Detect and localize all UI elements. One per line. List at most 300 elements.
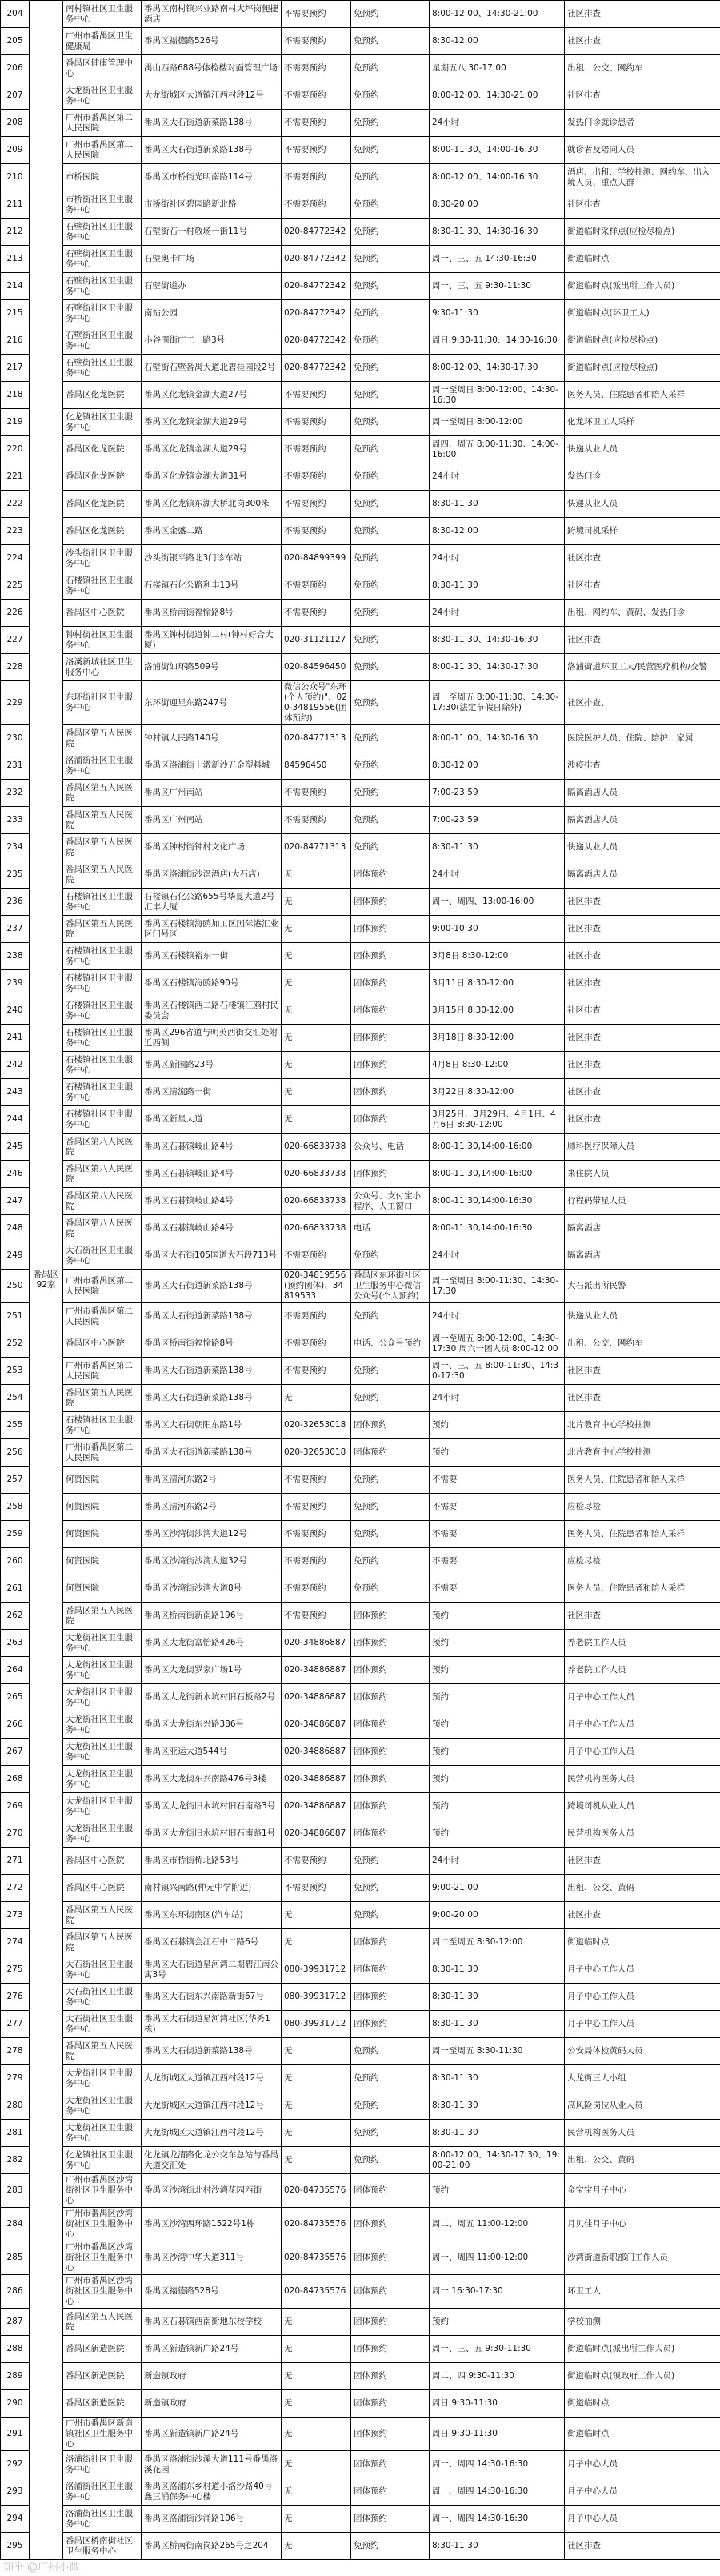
address-cell: 番禺区桥南街新南路196号	[142, 1603, 282, 1630]
target-group-cell: 大石派出所民警	[565, 1270, 720, 1303]
address-cell: 沙头街银平路北3门诊车站	[142, 545, 282, 572]
fee-cell: 团体预约	[351, 1739, 430, 1766]
target-group-cell: 社区排查	[565, 1, 720, 28]
address-cell: 番禺区清河东路2号	[142, 1467, 282, 1494]
row-number: 205	[1, 28, 30, 55]
org-cell: 石壁街社区卫生服务中心	[63, 300, 142, 327]
target-group-cell: 快递从业人员	[565, 491, 720, 518]
org-cell: 南村镇社区卫生服务中心	[63, 1, 142, 28]
address-cell: 番禺区石楼镇西二路石楼镇江鸥村民委员会	[142, 997, 282, 1025]
fee-cell: 团体预约	[351, 1684, 430, 1711]
hours-cell: 24小时	[430, 1303, 565, 1330]
fee-cell: 公众号、电话	[351, 1134, 430, 1161]
booking-cell: 020-84772342	[282, 219, 351, 246]
fee-cell: 团体预约	[351, 1984, 430, 2011]
booking-cell: 不需要预约	[282, 1603, 351, 1630]
target-group-cell: 社区排查	[565, 82, 720, 110]
hours-cell: 7:00-23:59	[430, 780, 565, 807]
org-cell: 石楼镇社区卫生服务中心	[63, 970, 142, 997]
address-cell: 番禺区大石街道星河湾二期碧江南公寓3号	[142, 1956, 282, 1984]
target-group-cell: 民营机构医务人员	[565, 2120, 720, 2147]
fee-cell: 免预约	[351, 1303, 430, 1330]
org-cell: 广州市番禺区沙湾街社区卫生服务中心	[63, 2275, 142, 2309]
fee-cell: 免预约	[351, 137, 430, 164]
target-group-cell: 医务人员、住院患者和陪人采样	[565, 382, 720, 409]
hours-cell: 8:00-12:00、14:30-21:00	[430, 82, 565, 110]
hours-cell: 8:30-11:30	[430, 2065, 565, 2092]
target-group-cell: 养老院工作人员	[565, 1657, 720, 1684]
row-number: 261	[1, 1575, 30, 1603]
target-group-cell: 应检尽检	[565, 1548, 720, 1575]
booking-cell: 不需要预约	[282, 1494, 351, 1521]
booking-cell: 不需要预约	[282, 463, 351, 491]
fee-cell: 免预约	[351, 1548, 430, 1575]
booking-cell: 无	[282, 889, 351, 916]
org-cell: 番禺区中心医院	[63, 1330, 142, 1358]
booking-cell: 020-34886887	[282, 1684, 351, 1711]
booking-cell: 不需要预约	[282, 1330, 351, 1358]
address-cell: 市桥街社区碧园路新北路	[142, 191, 282, 219]
booking-cell: 无	[282, 861, 351, 889]
row-number: 237	[1, 916, 30, 943]
hours-cell: 8:30-11:30	[430, 572, 565, 600]
address-cell: 番禺区新星大道	[142, 1106, 282, 1134]
target-group-cell: 街道临时点	[565, 1929, 720, 1956]
target-group-cell: 医务人员、住院患者和陪人采样	[565, 1575, 720, 1603]
booking-cell: 不需要预约	[282, 1358, 351, 1385]
row-number: 260	[1, 1548, 30, 1575]
row-number: 249	[1, 1242, 30, 1270]
row-number: 284	[1, 2208, 30, 2241]
table-row	[1, 2241, 720, 2275]
fee-cell: 团体预约	[351, 1766, 430, 1793]
booking-cell: 不需要预约	[282, 110, 351, 137]
fee-cell: 团体预约	[351, 2478, 430, 2506]
hours-cell: 预约	[430, 1657, 565, 1684]
table-row	[1, 2120, 720, 2147]
org-cell: 广州市番禺区新造镇社区卫生服务中心	[63, 2418, 142, 2451]
table-row	[1, 1025, 720, 1052]
address-cell: 番禺区化龙镇金湖大道29号	[142, 409, 282, 436]
booking-cell: 020-84735576	[282, 2174, 351, 2208]
hours-cell: 8:30-12:00	[430, 752, 565, 780]
fee-cell: 免预约	[351, 2038, 430, 2065]
fee-cell: 团体预约	[351, 2418, 430, 2451]
row-number: 207	[1, 82, 30, 110]
table-row	[1, 1984, 720, 2011]
fee-cell: 免预约	[351, 2120, 430, 2147]
address-cell: 南站公园	[142, 300, 282, 327]
address-cell: 番禺区大龙街东兴南路476号3楼	[142, 1766, 282, 1793]
table-row	[1, 2011, 720, 2038]
address-cell: 番禺区沙湾街北村沙湾花园西街	[142, 2174, 282, 2208]
address-cell: 番禺区大石街道新菜路138号	[142, 2038, 282, 2065]
fee-cell: 团体预约	[351, 1956, 430, 1984]
org-cell: 番禺区第五人民医院	[63, 2309, 142, 2336]
table-row	[1, 1603, 720, 1630]
table-row	[1, 627, 720, 654]
fee-cell: 免预约	[351, 491, 430, 518]
table-row	[1, 300, 720, 327]
target-group-cell: 街道临时点(派出所工作人员)	[565, 2336, 720, 2363]
org-cell: 洛溪新城社区卫生服务中心	[63, 654, 142, 681]
booking-cell: 不需要预约	[282, 572, 351, 600]
fee-cell: 免预约	[351, 164, 430, 191]
address-cell: 番禺区石碁镇会江石中二路6号	[142, 1929, 282, 1956]
target-group-cell: 社区排查	[565, 916, 720, 943]
fee-cell: 免预约	[351, 1, 430, 28]
booking-cell: 020-66833738	[282, 1215, 351, 1242]
booking-cell: 不需要预约	[282, 1875, 351, 1902]
org-cell: 大龙街社区卫生服务中心	[63, 2092, 142, 2120]
org-cell: 番禺区化龙医院	[63, 463, 142, 491]
table-row	[1, 1106, 720, 1134]
table-row	[1, 1575, 720, 1603]
row-number: 262	[1, 1603, 30, 1630]
row-number: 270	[1, 1820, 30, 1848]
org-cell: 番禺区第五人民医院	[63, 916, 142, 943]
target-group-cell: 社区排查	[565, 191, 720, 219]
row-number: 243	[1, 1079, 30, 1106]
org-cell: 大龙街社区卫生服务中心	[63, 2065, 142, 2092]
row-number: 247	[1, 1188, 30, 1215]
org-cell: 石壁街社区卫生服务中心	[63, 273, 142, 300]
org-cell: 石壁街社区卫生服务中心	[63, 246, 142, 273]
hours-cell: 8:00-12:00、14:30-21:00	[430, 1, 565, 28]
fee-cell: 公众号、支付宝小程序、人工窗口	[351, 1188, 430, 1215]
table-row	[1, 409, 720, 436]
row-number: 256	[1, 1439, 30, 1467]
address-cell: 番禺区沙湾中华大道311号	[142, 2241, 282, 2275]
table-row	[1, 752, 720, 780]
address-cell: 番禺区福德路528号	[142, 2275, 282, 2309]
row-number: 238	[1, 943, 30, 970]
fee-cell: 免预约	[351, 780, 430, 807]
hours-cell: 9:00-20:00	[430, 1902, 565, 1929]
fee-cell: 免预约	[351, 1521, 430, 1548]
booking-cell: 无	[282, 1079, 351, 1106]
address-cell: 番禺区大石街道新菜路138号	[142, 1358, 282, 1385]
hours-cell: 8:00-11:30,14:00-16:30	[430, 1188, 565, 1215]
booking-cell: 020-31121127	[282, 627, 351, 654]
org-cell: 石楼镇社区卫生服务中心	[63, 572, 142, 600]
fee-cell: 电话	[351, 1215, 430, 1242]
booking-cell: 不需要预约	[282, 1242, 351, 1270]
fee-cell: 免预约	[351, 725, 430, 752]
booking-cell: 不需要预约	[282, 28, 351, 55]
address-cell: 番禺区化龙镇金湖大道31号	[142, 463, 282, 491]
hours-cell: 3月11日 8:30-12:00	[430, 970, 565, 997]
hours-cell: 周一至周五 8:30-11:30	[430, 2038, 565, 2065]
table-row	[1, 2208, 720, 2241]
hours-cell: 预约	[430, 1412, 565, 1439]
hours-cell: 周一、周四、13:00-16:00	[430, 889, 565, 916]
row-number: 285	[1, 2241, 30, 2275]
target-group-cell: 出租、公交、黄码	[565, 1875, 720, 1902]
fee-cell: 免预约	[351, 219, 430, 246]
hours-cell: 预约	[430, 1439, 565, 1467]
hours-cell: 周一、三、五 8:00-11:30、14:30-17:30	[430, 1358, 565, 1385]
booking-cell: 020-34886887	[282, 1766, 351, 1793]
hours-cell: 预约	[430, 1766, 565, 1793]
hours-cell: 8:30-11:30	[430, 834, 565, 861]
hours-cell: 不需要	[430, 1494, 565, 1521]
org-cell: 洛浦街社区卫生服务中心	[63, 2478, 142, 2506]
org-cell: 大石街社区卫生服务中心	[63, 1956, 142, 1984]
table-row	[1, 681, 720, 725]
hours-cell: 8:30-11:30、14:30-16:30	[430, 219, 565, 246]
address-cell: 番禺区市桥街桥北路53号	[142, 1848, 282, 1875]
org-cell: 化龙镇社区卫生服务中心	[63, 409, 142, 436]
address-cell: 石壁奥卡广场	[142, 246, 282, 273]
table-row	[1, 382, 720, 409]
target-group-cell: 出租、公交、网约车	[565, 1330, 720, 1358]
org-cell: 大龙街社区卫生服务中心	[63, 1793, 142, 1820]
booking-cell: 不需要预约	[282, 491, 351, 518]
address-cell: 番禺区东环街南区(汽车站)	[142, 1902, 282, 1929]
target-group-cell: 月子中心工作人员	[565, 2011, 720, 2038]
hours-cell: 8:30-11:30、14:30-16:30	[430, 627, 565, 654]
fee-cell: 团体预约	[351, 1412, 430, 1439]
org-cell: 市桥街社区卫生服务中心	[63, 191, 142, 219]
fee-cell: 免预约	[351, 1875, 430, 1902]
org-cell: 番禺区第五人民医院	[63, 780, 142, 807]
hours-cell: 预约	[430, 1630, 565, 1657]
fee-cell: 免预约	[351, 382, 430, 409]
table-row	[1, 943, 720, 970]
hours-cell: 周一至周日 8:00-12:00	[430, 409, 565, 436]
address-cell: 番禺区大龙街富怡路426号	[142, 1630, 282, 1657]
org-cell: 广州市番禺区沙湾街社区卫生服务中心	[63, 2241, 142, 2275]
row-number: 276	[1, 1984, 30, 2011]
table-row	[1, 463, 720, 491]
table-row	[1, 1303, 720, 1330]
target-group-cell: 社区排查	[565, 2533, 720, 2560]
booking-cell: 020-34886887	[282, 1820, 351, 1848]
table-row	[1, 1521, 720, 1548]
table-row	[1, 1902, 720, 1929]
booking-cell: 无	[282, 2309, 351, 2336]
booking-cell: 无	[282, 1106, 351, 1134]
target-group-cell: 涉疫排查	[565, 752, 720, 780]
table-row	[1, 725, 720, 752]
hours-cell: 8:30-11:30	[430, 1956, 565, 1984]
booking-cell: 020-84899399	[282, 545, 351, 572]
fee-cell: 团体预约	[351, 1711, 430, 1739]
org-cell: 石壁街社区卫生服务中心	[63, 355, 142, 382]
target-group-cell: 街道临时点(镇政府工作人员)	[565, 2363, 720, 2390]
target-group-cell: 社区排查	[565, 1902, 720, 1929]
booking-cell: 不需要预约	[282, 164, 351, 191]
table-row	[1, 1188, 720, 1215]
row-number: 259	[1, 1521, 30, 1548]
org-cell: 番禺区化龙医院	[63, 491, 142, 518]
booking-cell: 020-84772342	[282, 327, 351, 355]
org-cell: 番禺区第八人民医院	[63, 1161, 142, 1188]
row-number: 281	[1, 2120, 30, 2147]
fee-cell: 免预约	[351, 1467, 430, 1494]
row-number: 233	[1, 807, 30, 834]
target-group-cell: 发热门诊	[565, 463, 720, 491]
booking-cell: 无	[282, 997, 351, 1025]
booking-cell: 080-39931712	[282, 2011, 351, 2038]
fee-cell: 免预约	[351, 752, 430, 780]
booking-cell: 020-32653018	[282, 1412, 351, 1439]
fee-cell: 免预约	[351, 1902, 430, 1929]
target-group-cell: 民营机构医务人员	[565, 1766, 720, 1793]
table-row	[1, 2478, 720, 2506]
address-cell: 番禺区大龙街新水坑村旧石板路2号	[142, 1684, 282, 1711]
address-cell: 番禺区石楼镇海鸥路90号	[142, 970, 282, 997]
address-cell: 番禺区大石街道新菜路138号	[142, 1439, 282, 1467]
target-group-cell: 学校抽测	[565, 2309, 720, 2336]
target-group-cell: 出租、公交、网约车	[565, 55, 720, 82]
org-cell: 番禺区化龙医院	[63, 518, 142, 545]
target-group-cell: 社区排查	[565, 997, 720, 1025]
row-number: 250	[1, 1270, 30, 1303]
row-number: 274	[1, 1929, 30, 1956]
address-cell: 番禺区钟村街钟村文化广场	[142, 834, 282, 861]
target-group-cell: 社区排查	[565, 1025, 720, 1052]
table-row	[1, 2275, 720, 2309]
booking-cell: 无	[282, 1025, 351, 1052]
fee-cell: 团体预约	[351, 861, 430, 889]
row-number: 234	[1, 834, 30, 861]
address-cell: 番禺区新围路23号	[142, 1052, 282, 1079]
target-group-cell: 民营机构医务人员	[565, 1820, 720, 1848]
row-number: 246	[1, 1161, 30, 1188]
address-cell: 大龙街城区大道镇江西村段12号	[142, 82, 282, 110]
target-group-cell: 肺科医疗保障人员	[565, 1134, 720, 1161]
row-number: 241	[1, 1025, 30, 1052]
hours-cell: 周一、周四 14:30-16:30	[430, 2506, 565, 2533]
booking-cell: 无	[282, 2065, 351, 2092]
table-row	[1, 1161, 720, 1188]
org-cell: 番禺区第五人民医院	[63, 807, 142, 834]
fee-cell: 团体预约	[351, 2011, 430, 2038]
hours-cell: 周一、周四 14:30-16:30	[430, 2451, 565, 2478]
hours-cell: 周二、周五 11:00-12:00	[430, 2208, 565, 2241]
target-group-cell: 沙湾街道新职部门工作人员	[565, 2241, 720, 2275]
address-cell: 番禺区石碁镇岐山路4号	[142, 1188, 282, 1215]
booking-cell: 不需要预约	[282, 1303, 351, 1330]
fee-cell: 团体预约	[351, 2275, 430, 2309]
target-group-cell: 街道临时采样点(应检尽检点)	[565, 219, 720, 246]
org-cell: 番禺区健康管理中心	[63, 55, 142, 82]
booking-cell: 不需要预约	[282, 807, 351, 834]
hours-cell: 预约	[430, 1820, 565, 1848]
target-group-cell: 养老院工作人员	[565, 1630, 720, 1657]
hours-cell: 周日 9:30-11:30、14:30-16:30	[430, 327, 565, 355]
booking-cell: 020-84596450	[282, 654, 351, 681]
target-group-cell: 出租、公交、黄码	[565, 2147, 720, 2174]
row-number: 215	[1, 300, 30, 327]
fee-cell: 团体预约	[351, 1106, 430, 1134]
target-group-cell: 月子中心工作人员	[565, 1739, 720, 1766]
target-group-cell: 社区排查	[565, 545, 720, 572]
org-cell: 大龙街社区卫生服务中心	[63, 1684, 142, 1711]
address-cell: 番禺区洛浦街沙滘酒店(大石店)	[142, 861, 282, 889]
fee-cell: 团体预约	[351, 2506, 430, 2533]
hours-cell: 24小时	[430, 600, 565, 627]
row-number: 292	[1, 2451, 30, 2478]
org-cell: 番禺区第五人民医院	[63, 834, 142, 861]
booking-cell: 无	[282, 916, 351, 943]
address-cell: 番禺区大石街道新菜路138号	[142, 1303, 282, 1330]
target-group-cell: 月子中心人员	[565, 2478, 720, 2506]
address-cell: 番禺区大龙街旧水坑村旧石南路3号	[142, 1793, 282, 1820]
fee-cell: 免预约	[351, 545, 430, 572]
booking-cell: 020-34886887	[282, 1711, 351, 1739]
org-cell: 大龙街社区卫生服务中心	[63, 1711, 142, 1739]
hours-cell: 7:00-23:59	[430, 807, 565, 834]
booking-cell: 020-34886887	[282, 1739, 351, 1766]
row-number: 265	[1, 1684, 30, 1711]
fee-cell: 免预约	[351, 273, 430, 300]
address-cell: 番禺区大石街道新菜路138号	[142, 1385, 282, 1412]
fee-cell: 免预约	[351, 654, 430, 681]
target-group-cell: 社区排查	[565, 1106, 720, 1134]
org-cell: 石楼镇社区卫生服务中心	[63, 943, 142, 970]
row-number: 271	[1, 1848, 30, 1875]
org-cell: 石壁街社区卫生服务中心	[63, 219, 142, 246]
org-cell: 石楼镇社区卫生服务中心	[63, 1412, 142, 1439]
address-cell: 番禺区沙湾街沙湾大道8号	[142, 1575, 282, 1603]
org-cell: 广州市番禺区沙湾街社区卫生服务中心	[63, 2174, 142, 2208]
booking-cell: 不需要预约	[282, 600, 351, 627]
booking-cell: 无	[282, 2533, 351, 2560]
fee-cell: 免预约	[351, 2147, 430, 2174]
fee-cell: 团体预约	[351, 2451, 430, 2478]
fee-cell: 团体预约	[351, 1439, 430, 1467]
table-row	[1, 889, 720, 916]
row-number: 273	[1, 1902, 30, 1929]
target-group-cell: 医务人员、住院患者和陪人采样	[565, 1467, 720, 1494]
row-number: 277	[1, 2011, 30, 2038]
org-cell: 大龙街社区卫生服务中心	[63, 82, 142, 110]
fee-cell: 免预约	[351, 110, 430, 137]
target-group-cell: 快递从业人员	[565, 1303, 720, 1330]
fee-cell: 免预约	[351, 807, 430, 834]
address-cell: 番禺区洛浦街上漖新沙五金塑料城	[142, 752, 282, 780]
fee-cell: 免预约	[351, 1494, 430, 1521]
row-number: 290	[1, 2390, 30, 2418]
fee-cell: 团体预约	[351, 2241, 430, 2275]
hours-cell: 24小时	[430, 1385, 565, 1412]
fee-cell: 免预约	[351, 1242, 430, 1270]
table-row	[1, 970, 720, 997]
fee-cell: 团体预约	[351, 970, 430, 997]
row-number: 228	[1, 654, 30, 681]
booking-cell: 不需要预约	[282, 409, 351, 436]
row-number: 245	[1, 1134, 30, 1161]
table-row	[1, 1739, 720, 1766]
row-number: 258	[1, 1494, 30, 1521]
fee-cell: 免预约	[351, 1575, 430, 1603]
org-cell: 石楼镇社区卫生服务中心	[63, 1025, 142, 1052]
table-row	[1, 110, 720, 137]
row-number: 279	[1, 2065, 30, 2092]
booking-cell: 020-66833738	[282, 1161, 351, 1188]
org-cell: 广州市番禺区第二人民医院	[63, 1270, 142, 1303]
address-cell: 番禺区沙湾街沙湾大道32号	[142, 1548, 282, 1575]
address-cell: 番禺区大石街朝阳东路1号	[142, 1412, 282, 1439]
address-cell: 新造镇政府	[142, 2363, 282, 2390]
hours-cell: 预约	[430, 1603, 565, 1630]
target-group-cell: 社区排查	[565, 572, 720, 600]
table-row	[1, 1412, 720, 1439]
fee-cell: 团体预约	[351, 2208, 430, 2241]
